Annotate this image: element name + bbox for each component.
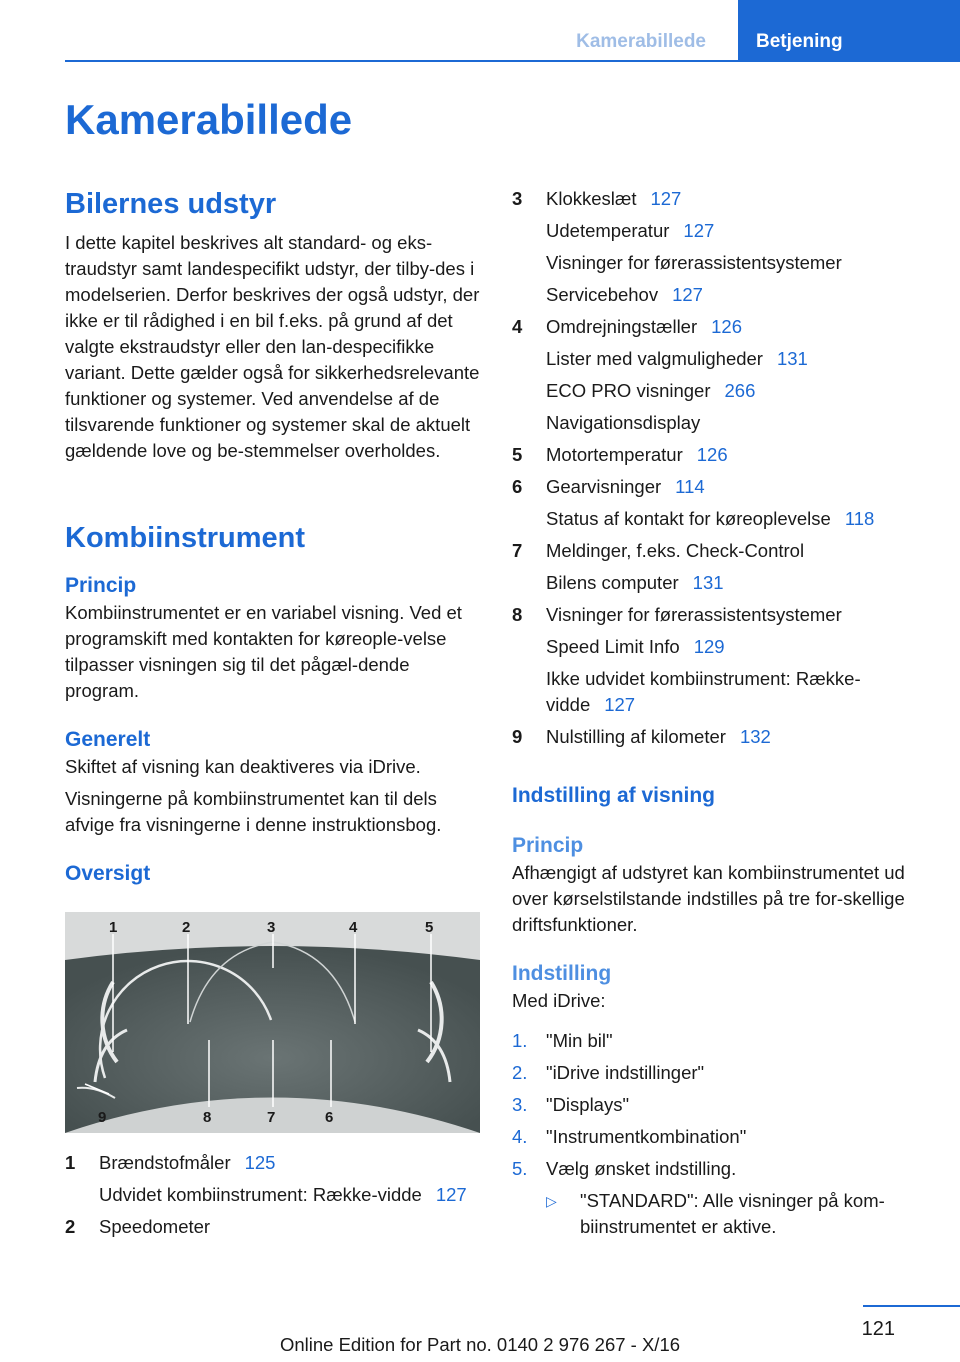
legend-number: 5 [512,444,523,465]
legend-text: Visninger for førerassistentsystemer [546,604,842,625]
step-item [512,1124,922,1150]
page-ref-link[interactable]: 131 [692,572,724,593]
page-header [0,0,960,62]
page-ref-link[interactable]: 126 [711,316,743,337]
legend-number: 1 [65,1152,76,1173]
header-section-title[interactable]: Kamerabillede [576,31,706,52]
page-ref-link[interactable]: 129 [693,636,725,657]
heading-indstilling-af-visning: Indstilling af visning [512,784,716,807]
callout-1: 1 [109,919,118,936]
callout-5: 5 [425,919,434,936]
legend-number: 4 [512,316,523,337]
step-item [512,1028,922,1054]
step-number: 1. [512,1030,528,1051]
page-number-rule [863,1305,960,1307]
page-ref-link[interactable]: 127 [435,1184,467,1205]
step-number: 2. [512,1062,528,1083]
page-ref-link[interactable]: 126 [696,444,728,465]
callout-6: 6 [325,1109,334,1126]
heading-oversigt: Oversigt [65,862,151,885]
legend-text: Omdrejningstæller [546,316,698,337]
legend-text: Lister med valgmuligheder [546,348,763,369]
legend-item [512,186,922,314]
legend-text: Motortemperatur [546,444,683,465]
legend-number: 6 [512,476,523,497]
legend-text: Nulstilling af kilometer [546,726,726,747]
heading-indstilling: Indstilling [512,962,612,985]
right-column [512,186,922,1240]
page-ref-link[interactable]: 131 [776,348,808,369]
instrument-cluster-image [65,912,480,1133]
header-chapter-tab[interactable]: Betjening [738,0,960,62]
left-column [65,186,481,1246]
triangle-marker-icon: ▷ [546,1193,557,1209]
legend-item [512,474,922,538]
steps-list [512,1028,922,1182]
legend-text: Klokkeslæt [546,188,637,209]
legend-text: Udvidet kombiinstrument: Række-vidde [99,1184,422,1205]
page-ref-link[interactable]: 125 [244,1152,276,1173]
substep-item [546,1188,922,1240]
legend-text: Status af kontakt for køreoplevelse [546,508,831,529]
legend-number: 2 [65,1216,76,1237]
legend-item [65,1150,481,1214]
heading-kombiinstrument: Kombiinstrument [65,522,306,554]
idrive-text: Med iDrive: [512,990,606,1011]
legend-left [65,1150,481,1246]
page-ref-link[interactable]: 127 [672,284,703,305]
callout-9: 9 [98,1109,107,1126]
legend-item [512,314,922,442]
legend-number: 8 [512,604,523,625]
legend-text: Bilens computer [546,572,679,593]
callout-4: 4 [349,919,358,936]
heading-princip: Princip [65,574,137,597]
footer-edition: Online Edition for Part no. 0140 2 976 267 - X/16 [279,1334,681,1355]
legend-text: Speedometer [99,1216,211,1237]
step-item [512,1156,922,1182]
page-ref-link[interactable]: 118 [844,508,875,529]
callout-3: 3 [267,919,276,936]
callout-8: 8 [203,1109,212,1126]
page-ref-link[interactable]: 132 [739,726,771,747]
legend-item [512,442,922,474]
heading-generelt: Generelt [65,728,151,751]
heading-equipment: Bilernes udstyr [65,188,277,220]
legend-text: Brændstofmåler [99,1152,231,1173]
page-ref-link[interactable]: 266 [724,380,756,401]
legend-text: Navigationsdisplay [546,412,701,433]
equipment-text: I dette kapitel beskrives alt standard- og eks-traudstyr samt landespecifikt udstyr, der tilby-des i modelserien. Derfor beskrives der også udstyr, der ikke er til rådighed i en bil f.eks. på grund af det valgte ekstraudstyr eller den lan-despecifikke variant. Dette gælder også for sikkerhedsrelevante funktioner og systemer. Ved anvendelse af de tilsvarende funktioner og systemer skal de aktuelt gældende love og be-stemmelser overholdes. [65,232,480,461]
generelt-text-1: Skiftet af visning kan deaktiveres via iDrive. [65,756,421,777]
page-number: 121 [861,1318,895,1340]
step-item [512,1060,922,1086]
legend-text: Visninger for førerassistentsystemer [546,252,842,273]
legend-item [65,1214,481,1246]
step-number: 4. [512,1126,528,1147]
page-title: Kamerabillede [65,96,353,143]
step-number: 3. [512,1094,528,1115]
legend-number: 3 [512,188,523,209]
legend-right [512,186,922,756]
step-text: "Displays" [546,1094,630,1115]
legend-text: Servicebehov [546,284,659,305]
generelt-text-2: Visningerne på kombiinstrumentet kan til dels afvige fra visningerne i denne instruktionsbog. [65,788,442,835]
legend-text: ECO PRO visninger [546,380,711,401]
legend-number: 7 [512,540,523,561]
legend-text: Gearvisninger [546,476,662,497]
page-ref-link[interactable]: 127 [683,220,715,241]
legend-text: Meldinger, f.eks. Check-Control [546,540,805,561]
legend-text: Ikke udvidet kombiinstrument: Række-vidde [546,668,861,715]
step-text: "Instrumentkombination" [546,1126,747,1147]
step-item [512,1092,922,1118]
legend-item [512,724,922,756]
substep-text: "STANDARD": Alle visninger på kom-biinstrumentet er aktive. [580,1190,885,1237]
legend-text: Udetemperatur [546,220,670,241]
legend-item [512,538,922,602]
page-ref-link[interactable]: 127 [604,694,636,715]
header-rule [65,60,960,62]
princip-text: Kombiinstrumentet er en variabel visning. Ved et programskift med kontakten for køreople-velse tilpasser visningen sig til det pågæl-dende program. [65,602,462,701]
legend-item [512,602,922,724]
step-text: "iDrive indstillinger" [546,1062,705,1083]
step-text: "Min bil" [546,1030,613,1051]
legend-text: Speed Limit Info [546,636,680,657]
step-number: 5. [512,1158,528,1179]
callout-7: 7 [267,1109,276,1126]
page-ref-link[interactable]: 114 [675,476,705,497]
heading-princip-2: Princip [512,834,584,857]
callout-2: 2 [182,919,191,936]
princip-2-text: Afhængigt af udstyret kan kombiinstrumentet ud over kørselstilstande indstilles på tre for-skellige driftsfunktioner. [512,862,905,935]
page-ref-link[interactable]: 127 [650,188,682,209]
legend-number: 9 [512,726,523,747]
step-text: Vælg ønsket indstilling. [546,1158,737,1179]
